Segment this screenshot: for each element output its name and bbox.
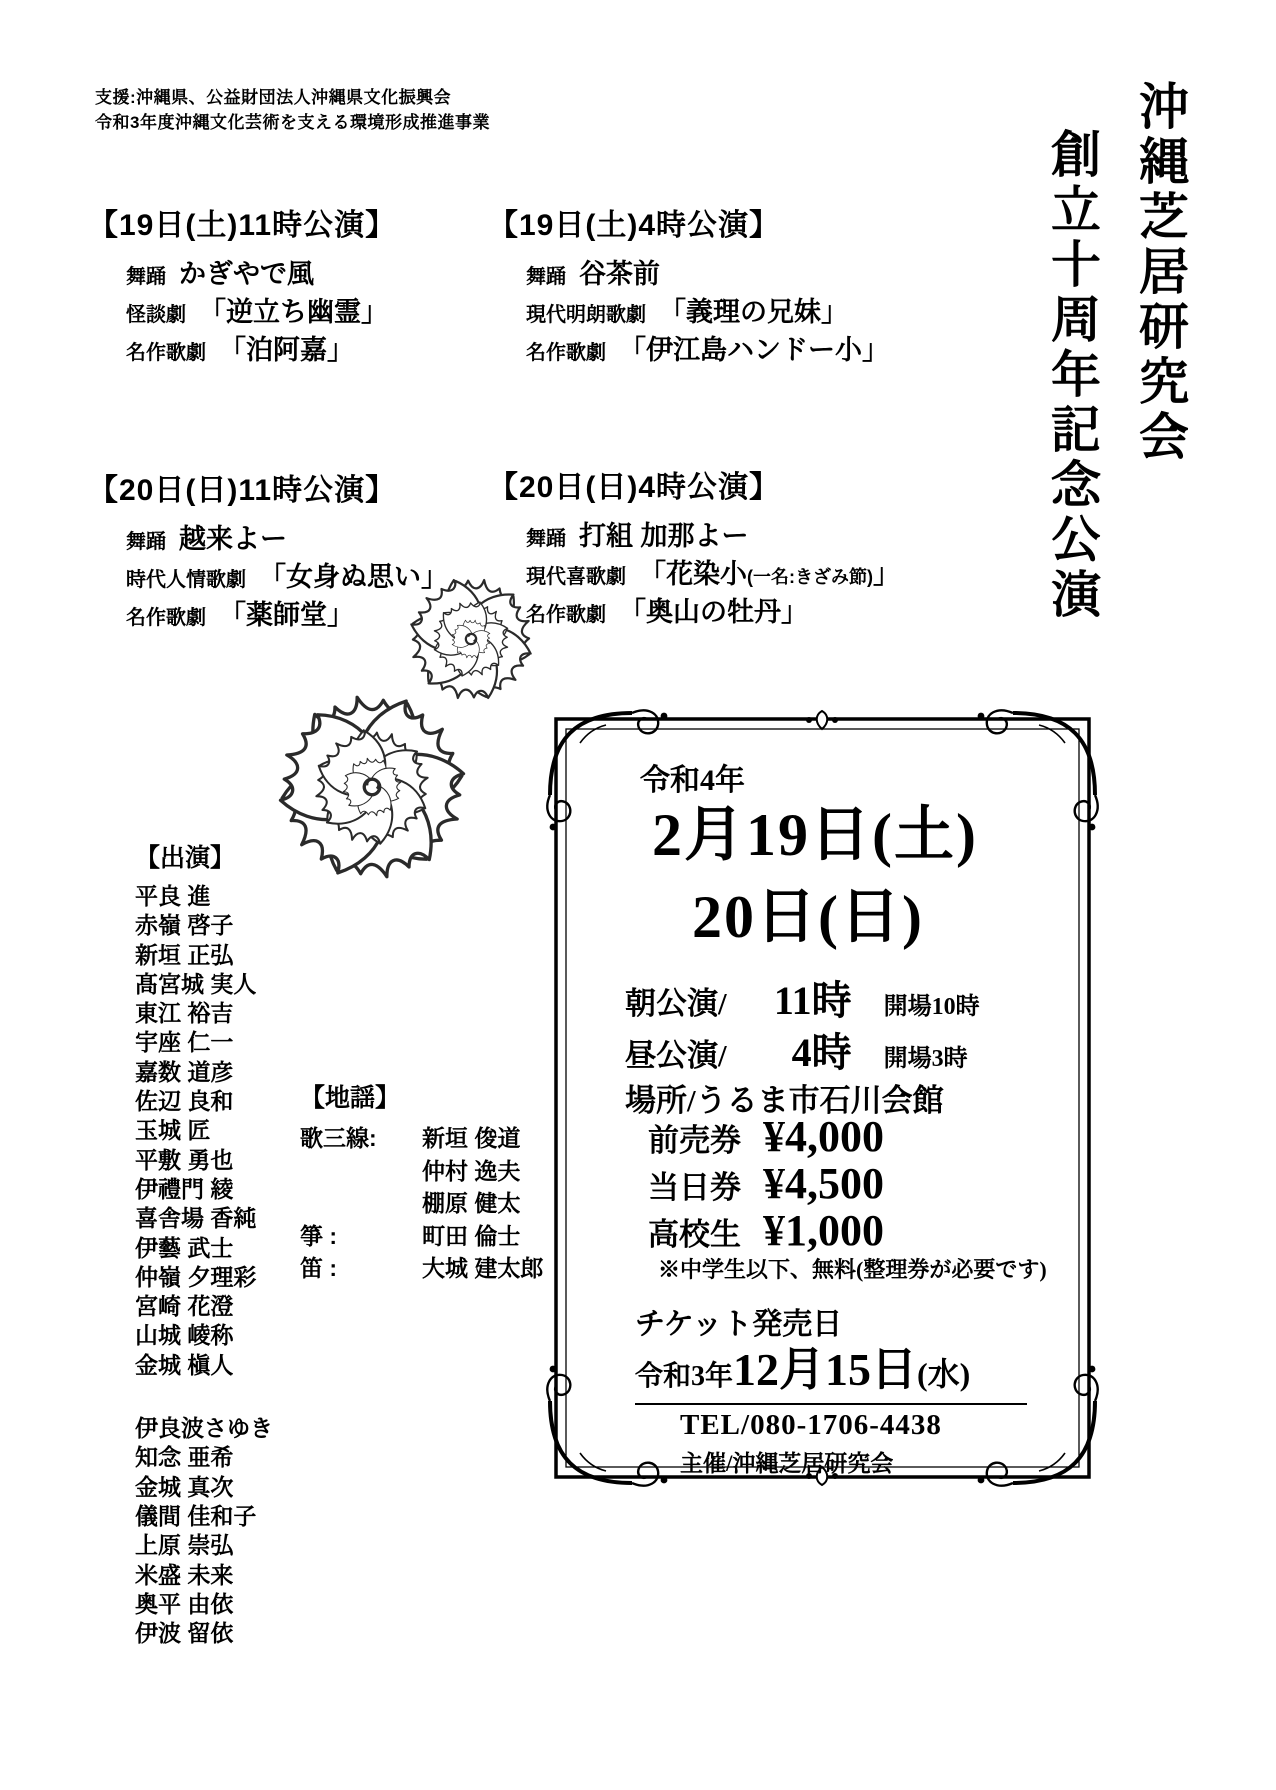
support-line-2: 令和3年度沖縄文化芸術を支える環境形成推進事業 (95, 113, 490, 132)
price-label: 前売券 (648, 1123, 741, 1158)
main-title-column-2: 創立十周年記念公演 (1044, 128, 1100, 623)
program-genre: 時代人情歌劇 (126, 569, 246, 591)
program-item (526, 590, 908, 628)
sale-date-weekday: (水) (917, 1356, 971, 1392)
program-title: 打組 加那よー (579, 521, 749, 551)
jiutai-role-label: 歌三線: (300, 1125, 377, 1151)
jiutai-member: 棚原 健太 (422, 1190, 521, 1216)
show-label: 朝公演/ (625, 986, 727, 1021)
jiutai-member: 大城 建太郎 (422, 1255, 544, 1281)
jiutai-member: 仲村 逸夫 (422, 1157, 521, 1184)
program-heading: 【19日(土)11時公演】 (88, 209, 397, 242)
program-block-19th-11am (88, 200, 508, 366)
cast-member: 喜舎場 香純 (135, 1205, 257, 1232)
cast-member: 伊良波さゆき (135, 1415, 273, 1442)
program-genre: 舞踊 (526, 528, 566, 550)
show-time: 11時 (773, 978, 852, 1023)
program-genre: 名作歌劇 (126, 342, 206, 364)
cast-member: 嘉数 道彦 (135, 1058, 234, 1085)
program-genre: 現代明朗歌劇 (526, 304, 646, 326)
price-row-student (648, 1205, 884, 1256)
cast-group-1 (135, 882, 273, 1380)
program-title: かぎやで風 (179, 259, 314, 289)
ticket-sale-heading: チケット発売日 (635, 1308, 843, 1341)
program-item (526, 290, 908, 328)
program-title: 谷茶前 (579, 259, 660, 289)
jiutai-role-label (300, 1155, 422, 1188)
event-date-1: 2月19日(土) (652, 802, 978, 868)
cast-member: 米盛 未来 (135, 1561, 234, 1588)
cast-member: 伊禮門 綾 (135, 1175, 234, 1202)
price-row-advance (648, 1111, 884, 1162)
main-title-column-1: 沖縄芝居研究会 (1132, 80, 1188, 465)
jiutai-row (300, 1155, 543, 1188)
jiutai-row (300, 1122, 543, 1155)
cast-member: 宇座 仁一 (135, 1029, 234, 1056)
cast-member: 玉城 匠 (135, 1117, 211, 1144)
show-time-morning (625, 969, 980, 1026)
program-genre: 現代喜歌劇 (526, 566, 626, 588)
show-time-afternoon (625, 1021, 968, 1078)
program-heading: 【20日(日)11時公演】 (88, 474, 397, 507)
jiutai-row (300, 1252, 543, 1285)
cast-member: 赤嶺 啓子 (135, 912, 234, 939)
venue: 場所/うるま市石川会館 (625, 1083, 944, 1118)
program-items (126, 252, 508, 366)
jiutai-member: 町田 倫士 (422, 1222, 521, 1249)
jiutai-role-label (300, 1187, 422, 1220)
program-title: 「女身ぬ思い」 (259, 562, 448, 592)
program-item (526, 252, 908, 290)
program-title: 「逆立ち幽霊」 (199, 297, 388, 327)
support-line-1: 支援:沖縄県、公益財団法人沖縄県文化振興会 (95, 88, 452, 107)
sale-date-era: 令和3年 (635, 1361, 734, 1392)
program-title-close: 」 (872, 559, 900, 589)
program-title: 越来よー (179, 524, 287, 554)
cast-section (135, 838, 273, 1648)
program-items (526, 252, 908, 366)
jiutai-heading: 【地謡】 (300, 1084, 401, 1112)
program-heading: 【20日(日)4時公演】 (488, 471, 781, 504)
program-genre: 舞踊 (126, 266, 166, 288)
program-title: 「奥山の牡丹」 (619, 597, 808, 627)
event-date-2: 20日(日) (692, 884, 924, 950)
jiutai-row (300, 1187, 543, 1220)
program-title: 「義理の兄妹」 (659, 297, 848, 327)
price-value: ¥4,000 (763, 1112, 884, 1161)
program-item (526, 328, 908, 366)
cast-member: 東江 裕吉 (135, 1000, 234, 1027)
jiutai-section (300, 1078, 543, 1285)
program-genre: 舞踊 (126, 531, 166, 553)
program-title: 「伊江島ハンドー小」 (619, 335, 889, 365)
program-block-19th-4pm (488, 200, 908, 366)
peony-illustration-large (243, 665, 501, 909)
price-label: 高校生 (648, 1217, 741, 1252)
cast-member: 金城 真次 (135, 1473, 234, 1500)
cast-member: 奥平 由依 (135, 1590, 234, 1617)
cast-group-2 (135, 1414, 273, 1648)
program-item (526, 514, 908, 552)
sale-date: 12月15日 (733, 1344, 918, 1395)
divider-line (635, 1403, 1027, 1405)
program-item (126, 290, 508, 328)
price-value: ¥4,500 (763, 1159, 884, 1208)
admission-note: ※中学生以下、無料(整理券が必要です) (658, 1257, 1047, 1282)
cast-member: 金城 槇人 (135, 1351, 234, 1378)
cast-member: 知念 亜希 (135, 1444, 234, 1471)
cast-member: 山城 崚称 (135, 1322, 234, 1349)
ticket-sale-date (635, 1333, 970, 1399)
ticket-info-box (540, 703, 1105, 1493)
cast-member: 儀間 佳和子 (135, 1502, 257, 1529)
cast-heading: 【出演】 (135, 844, 236, 872)
cast-member: 仲嶺 夕理彩 (135, 1263, 257, 1290)
program-genre: 怪談劇 (126, 304, 186, 326)
support-credits (95, 85, 490, 135)
organizer: 主催/沖縄芝居研究会 (680, 1451, 894, 1476)
cast-member: 佐辺 良和 (135, 1088, 234, 1115)
cast-member: 宮崎 花澄 (135, 1293, 234, 1320)
cast-member: 平敷 勇也 (135, 1146, 234, 1173)
program-title: 「花染小 (639, 559, 747, 589)
price-label: 当日券 (648, 1170, 741, 1205)
program-title-note: (一名:きざみ節) (747, 567, 873, 587)
show-label: 昼公演/ (625, 1038, 727, 1073)
program-heading: 【19日(土)4時公演】 (488, 209, 781, 242)
telephone: TEL/080-1706-4438 (680, 1409, 942, 1441)
cast-member: 伊波 留依 (135, 1620, 234, 1647)
program-title: 「薬師堂」 (219, 600, 354, 630)
program-genre: 名作歌劇 (526, 342, 606, 364)
program-item (126, 517, 508, 555)
show-doors-open: 開場3時 (883, 1046, 968, 1072)
program-genre: 名作歌劇 (526, 604, 606, 626)
cast-member: 伊藝 武士 (135, 1234, 234, 1261)
cast-member: 平良 進 (135, 883, 211, 909)
event-era-year: 令和4年 (640, 764, 745, 797)
cast-member: 新垣 正弘 (135, 941, 234, 968)
program-genre: 名作歌劇 (126, 607, 206, 629)
jiutai-row (300, 1220, 543, 1253)
jiutai-member: 新垣 俊道 (422, 1125, 521, 1151)
program-item (126, 252, 508, 290)
program-items (526, 514, 908, 628)
program-genre: 舞踊 (526, 266, 566, 288)
program-item (126, 328, 508, 366)
show-doors-open: 開場10時 (883, 994, 980, 1020)
program-title: 「泊阿嘉」 (219, 335, 354, 365)
cast-member: 髙宮城 実人 (135, 970, 257, 997)
show-time: 4時 (791, 1030, 852, 1075)
jiutai-role-label: 笛 : (300, 1255, 338, 1281)
cast-member: 上原 崇弘 (135, 1532, 234, 1559)
price-row-door (648, 1158, 884, 1209)
price-value: ¥1,000 (763, 1206, 884, 1255)
program-item (526, 552, 908, 590)
jiutai-role-label: 箏 : (300, 1222, 338, 1249)
